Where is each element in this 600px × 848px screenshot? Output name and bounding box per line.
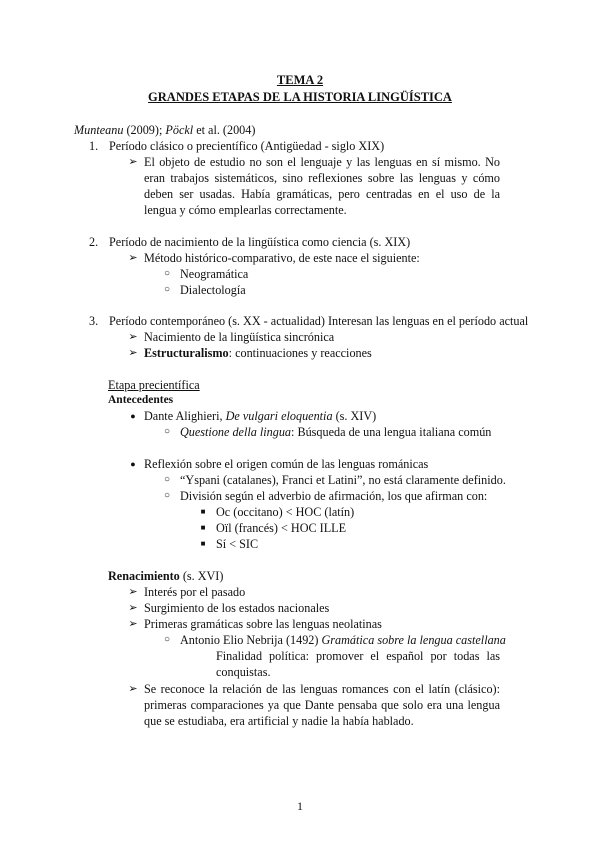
section-heading-renacimiento: Renacimiento (s. XVI) (108, 569, 224, 583)
adverb-2: Oïl (francés) < HOC ILLE (216, 521, 347, 535)
dot-bullet-icon: ● (130, 411, 136, 421)
circle-bullet-icon: ○ (163, 490, 171, 501)
square-bullet-icon: ■ (200, 523, 206, 532)
arrow-bullet-icon: ➢ (128, 602, 138, 614)
subheading-antecedentes: Antecedentes (108, 394, 174, 406)
arrow-bullet-icon: ➢ (128, 586, 138, 598)
section-heading-precientifica: Etapa precientífica (108, 378, 200, 392)
period-3-number: 3. (89, 314, 99, 328)
period-2-text: Período de nacimiento de la lingüística como ciencia (s. XIX) (109, 235, 411, 249)
references: Munteanu (2009); Pöckl et al. (2004) (74, 123, 256, 137)
division-line: División según el adverbio de afirmación, los que afirman con: (180, 489, 488, 503)
doc-title-line1: TEMA 2 (276, 73, 324, 87)
circle-bullet-icon: ○ (163, 634, 171, 645)
adverb-1: Oc (occitano) < HOC (latín) (216, 505, 355, 519)
circle-bullet-icon: ○ (163, 268, 171, 279)
period-1-text: Período clásico o precientífico (Antigüedad - siglo XIX) (109, 139, 385, 153)
period-3-bullet-1: Nacimiento de la lingüística sincrónica (144, 330, 335, 344)
renacimiento-item-2: Surgimiento de los estados nacionales (144, 601, 330, 615)
period-1-bullet: El objeto de estudio no son el lenguaje y las lenguas en sí mismo. No eran trabajos sistemáticos, sino reflexiones sobre las lenguas y cómo deben ser usadas. Había gramáticas, pero centradas en el uso de la lengua y cómo emplearlas correctamente. (144, 155, 500, 217)
doc-title-line2: GRANDES ETAPAS DE LA HISTORIA LINGÜÍSTICA (148, 90, 452, 104)
period-2-number: 2. (89, 235, 99, 249)
circle-bullet-icon: ○ (163, 426, 171, 437)
ref-author-1: Munteanu (74, 123, 124, 137)
arrow-bullet-icon: ➢ (128, 683, 138, 695)
square-bullet-icon: ■ (200, 539, 206, 548)
renacimiento-last: Se reconoce la relación de las lenguas romances con el latín (clásico): primeras comparaciones ya que Dante pensaba que solo era una lengua que se estudiaba, era artificial y nadie la había hablado. (144, 682, 500, 728)
ref-author-2: Pöckl (165, 123, 194, 137)
dante-line: Dante Alighieri, De vulgari eloquentia (s. XIV) (144, 409, 377, 423)
period-2-bullet: Método histórico-comparativo, de este nace el siguiente: (144, 251, 420, 265)
yspani-line: “Yspani (catalanes), Franci et Latini”, no está claramente definido. (180, 473, 506, 487)
arrow-bullet-icon: ➢ (128, 347, 138, 359)
renacimiento-item-1: Interés por el pasado (144, 585, 246, 599)
renacimiento-item-3: Primeras gramáticas sobre las lenguas neolatinas (144, 617, 382, 631)
period-3-bullet-2: Estructuralismo: continuaciones y reacciones (144, 346, 372, 360)
page-number: 1 (297, 799, 303, 813)
period-3-text: Período contemporáneo (s. XX - actualidad) Interesan las lenguas en el período actual (109, 314, 529, 328)
nebrija-note: Finalidad política: promover el español por todas las conquistas. (216, 649, 500, 679)
arrow-bullet-icon: ➢ (128, 618, 138, 630)
adverb-3: Sí < SIC (216, 537, 259, 551)
arrow-bullet-icon: ➢ (128, 252, 138, 264)
arrow-bullet-icon: ➢ (128, 331, 138, 343)
questione-line: Questione della lingua: Búsqueda de una lengua italiana común (180, 425, 492, 439)
circle-bullet-icon: ○ (163, 474, 171, 485)
period-2-sub-1: Neogramática (180, 267, 249, 281)
circle-bullet-icon: ○ (163, 284, 171, 295)
nebrija-line: Antonio Elio Nebrija (1492) Gramática sobre la lengua castellana (180, 633, 506, 647)
arrow-bullet-icon: ➢ (128, 156, 138, 168)
square-bullet-icon: ■ (200, 507, 206, 516)
period-1-number: 1. (89, 139, 99, 153)
dot-bullet-icon: ● (130, 459, 136, 469)
reflexion-line: Reflexión sobre el origen común de las lenguas románicas (144, 457, 429, 471)
period-2-sub-2: Dialectología (180, 283, 246, 297)
